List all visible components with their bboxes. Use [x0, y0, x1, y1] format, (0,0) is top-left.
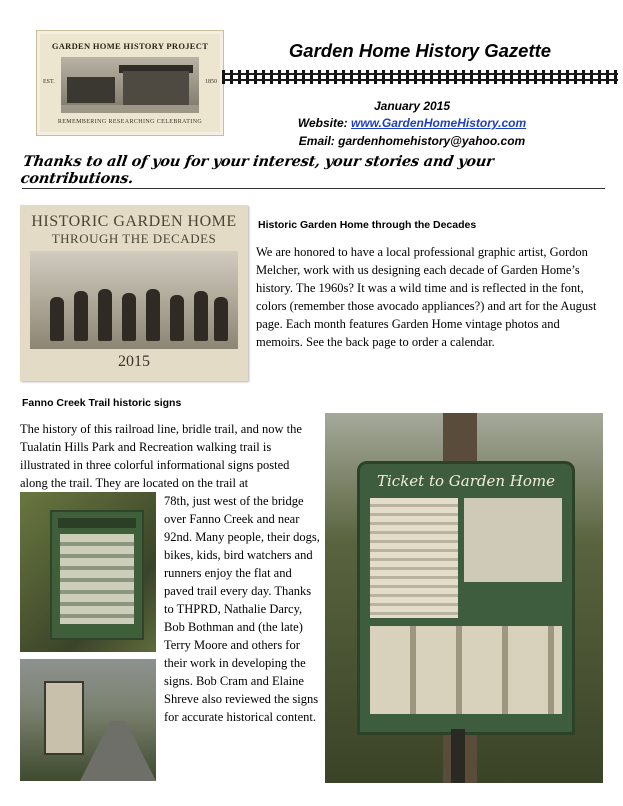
trail-path-photo: [20, 659, 156, 781]
calendar-cover-image: [20, 205, 248, 381]
ticket-sign: [357, 461, 575, 735]
trail-sign-small: [44, 681, 84, 755]
track-rail-bottom: [222, 79, 618, 81]
baseball-team-photo: [30, 251, 238, 349]
gazette-title: Garden Home History Gazette: [288, 40, 552, 61]
calendar-year: 2015: [118, 353, 150, 370]
sign-text-panel: [370, 498, 458, 618]
sign-lower-panel: [370, 626, 562, 714]
section2-para2: 78th, just west of the bridge over Fanno Creek and near 92nd. Many people, their dogs, bikes, kids, bird watchers and runners enjoy the flat and paved trail every day. Thanks to THPRD, Nathalie Darcy, Bob Bothman and (the late) Terry Moore and others for their work in developing the signs. Bob Cram and Elaine Shreve also reviewed the signs for accurate historical content.: [164, 494, 320, 724]
logo-photo: [61, 57, 199, 113]
email-label: Email:: [298, 134, 339, 148]
ground: [61, 105, 199, 113]
logo-tagline: REMEMBERING RESEARCHING CELEBRATING: [57, 119, 203, 125]
sign-title: Ticket to Garden Home: [376, 472, 555, 490]
trail-sign-photo-1: [20, 492, 156, 652]
thanks-banner: Thanks to all of you for your interest, your stories and your contributions.: [19, 153, 495, 187]
paved-path: [80, 721, 156, 781]
website-line: [222, 116, 602, 130]
ticket-sign-photo: [325, 413, 603, 783]
email-address: gardenhomehistory@yahoo.com: [338, 134, 526, 148]
issue-date: January 2015: [373, 99, 451, 113]
railroad-track-divider: [222, 70, 618, 84]
sign-photo-panel: [464, 498, 562, 582]
website-link[interactable]: www.GardenHomeHistory.com: [350, 116, 527, 130]
track-rail-top: [222, 73, 618, 75]
section1-body: We are honored to have a local professional graphic artist, Gordon Melcher, work with us designing each decade of Garden Home’s history. The 1960s? It was a wild time and is reflected in the font, colors (remember those avocado appliances?) and art for the August page. Each month features Garden Home vintage photos and memoirs. See the back page to order a calendar.: [256, 245, 597, 349]
calendar-title-line1: HISTORIC GARDEN HOME: [31, 213, 237, 230]
trail-sign: [50, 510, 144, 640]
sign-post: [451, 729, 465, 783]
header-rule: [22, 188, 605, 189]
email-line: [222, 134, 602, 148]
station-building: [123, 71, 189, 105]
gazette-logo: [36, 30, 224, 136]
trolley-car: [67, 77, 115, 103]
calendar-title-line2: THROUGH THE DECADES: [51, 231, 217, 246]
logo-title: GARDEN HOME HISTORY PROJECT: [51, 41, 209, 51]
logo-est: EST.: [43, 79, 55, 85]
section1-heading: Historic Garden Home through the Decades: [258, 219, 477, 231]
logo-year: 1850: [205, 79, 217, 85]
website-label: Website:: [297, 116, 351, 130]
section2-heading: Fanno Creek Trail historic signs: [22, 397, 182, 409]
section2-para1: The history of this railroad line, bridle trail, and now the Tualatin Hills Park and Recreation walking trail is illustrated in three colorful informational signs posted along the trail. They are located on the trail at: [20, 422, 302, 490]
